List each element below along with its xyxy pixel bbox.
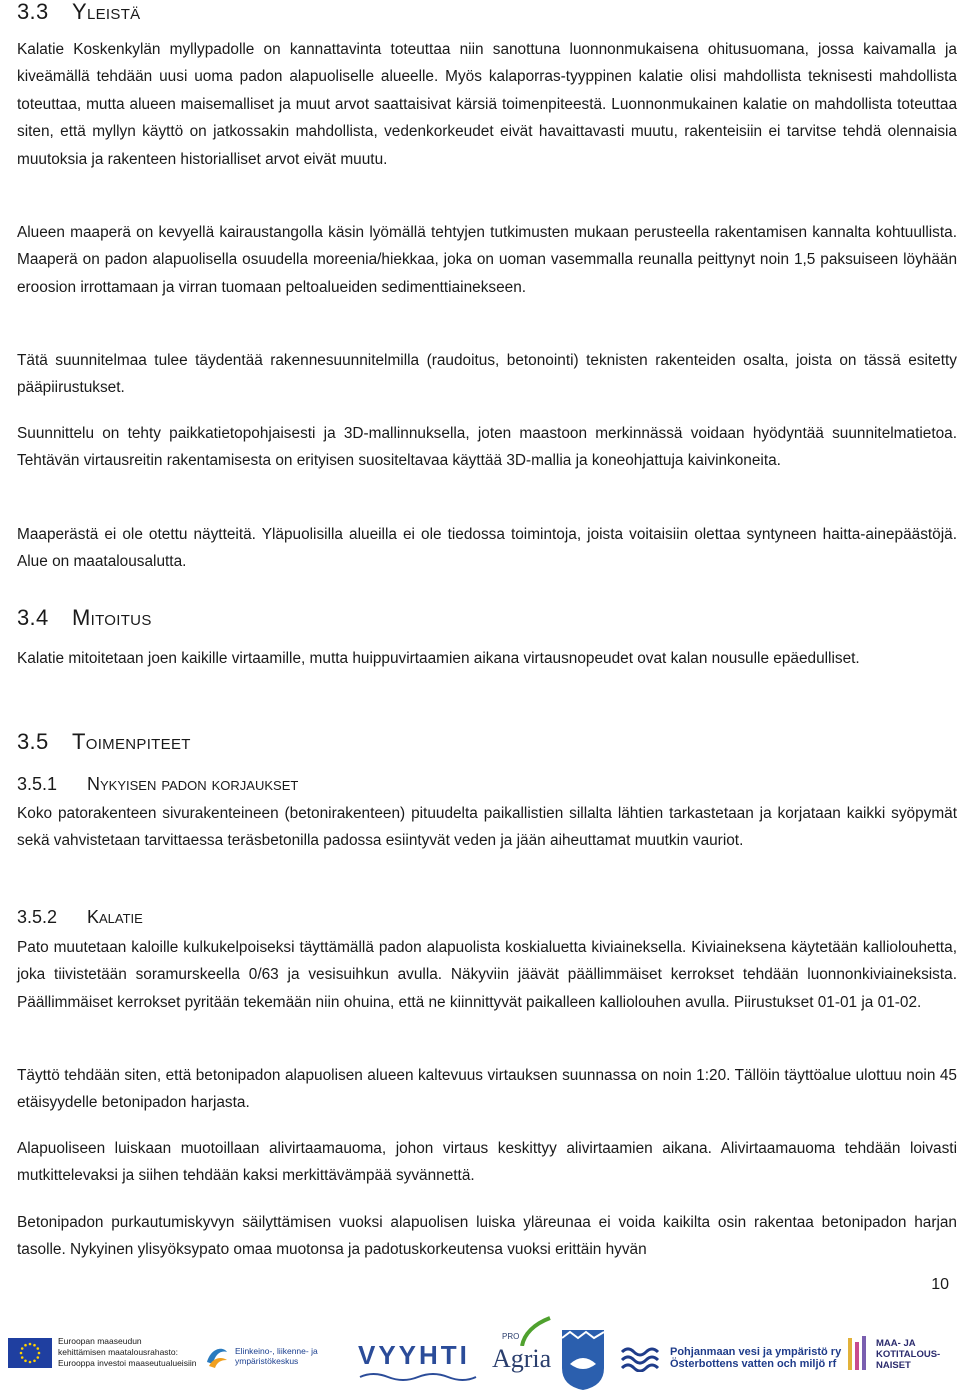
ely-logo-text: Elinkeino-, liikenne- ja ympäristökeskus (235, 1346, 318, 1366)
paragraph: Kalatie mitoitetaan joen kaikille virtaamille, mutta huippuvirtaamien aikana virtausnopeudet ovat kalan nousulle epäedulliset. (17, 650, 860, 667)
paragraph: Alueen maaperä on kevyellä kairaustangolla käsin lyömällä tehtyjen tutkimusten mukaan perusteella rakentamisen kannalta kohtuullista. Maaperä on padon alapuolisella osuudella moreenia/hiekkaa, joka on uoman vasemmalla reunalla peittynyt noin 1,5 paksuiseen löyhään eroosion irrottamaan ja virran tuomaan peltoalueiden sedimenttiainekseen. (17, 224, 957, 296)
eu-logo-text: Euroopan maaseudun kehittämisen maatalousrahasto: Eurooppa investoi maaseutualueisiin (58, 1336, 197, 1368)
wheat-icon (846, 1334, 872, 1374)
section-heading-3-4: 3.4 Mitoitus (17, 605, 152, 630)
vyyhti-wave-icon (358, 1371, 478, 1383)
paragraph: Koko patorakenteen sivurakenteineen (betonirakenteen) pituudelta paikallistien sillalta lähtien tarkastetaan ja korjataan kaikki syöpymät sekä vahvistetaan tarvittaessa teräsbetonilla padossa esiintyvät veden ja jään aiheuttamat muutkin vauriot. (17, 805, 957, 850)
section-heading-3-5: 3.5 Toimenpiteet (17, 729, 191, 754)
paragraph: Alapuoliseen luiskaan muotoillaan alivirtaamauoma, johon virtaus keskittyy alivirtaamien aikana. Alivirtaamauoma tehdään loivasti mutkittelevaksi ja siihen tehdään kaksi merkittävämpää syvännettä. (17, 1140, 957, 1185)
subsection-heading-3-5-1: 3.5.1 Nykyisen padon korjaukset (17, 774, 299, 794)
ely-logo (203, 1342, 318, 1370)
pvy-logo-text: Pohjanmaan vesi ja ympäristö ry Österbottens vatten och miljö rf (670, 1346, 842, 1370)
ely-swirl-icon (203, 1342, 231, 1370)
water-wave-icon (620, 1344, 664, 1372)
paragraph: Pato muutetaan kaloille kulkukelpoiseksi täyttämällä padon alapuolista koskialuetta kiviaineksella. Kiviaineksena käytetään kalliolouhetta, joka tiivistetään soramurskeella 0/63 ja vesisuihkun avulla. Näkyviin jäävät päällimmäiset kerrokset tehdään luonnonkiviaineksista. Päällimmäiset kerrokset pyritään tekemään niin ohuina, että ne kiinnittyvät paikalleen kalliolouhen avulla. Piirustukset 01-01 ja 01-02. (17, 939, 957, 1011)
paragraph: Täyttö tehdään siten, että betonipadon alapuolisen alueen kaltevuus virtauksen suunnassa on noin 1:20. Tällöin täyttöalue ulottuu noin 45 etäisyydelle betonipadon harjasta. (17, 1067, 957, 1112)
eu-flag-icon (8, 1338, 52, 1368)
paragraph: Tätä suunnitelmaa tulee täydentää rakennesuunnitelmilla (raudoitus, betonointi) teknisten rakenteiden osalta, joista on tässä esitetty pääpiirustukset. (17, 352, 957, 397)
eu-logo (8, 1336, 196, 1369)
vyyhti-logo: VYYHTI (358, 1340, 478, 1383)
paragraph: Betonipadon purkautumiskyvyn säilyttämisen vuoksi alapuolisen luiska yläreunaa ei voida kaikilta osin rakentaa betonipadon harjan tasolle. Nykyinen ylisyöksypato omaa muotonsa ja padotuskorkeutensa vuoksi erittäin hyvän (17, 1214, 957, 1259)
paragraph: Maaperästä ei ole otettu näytteitä. Yläpuolisilla alueilla ei ole tiedossa toimintoja, joista voitaisiin olettaa syntyneen haitta-ainepäästöjä. Alue on maatalousalutta. (17, 526, 957, 571)
subsection-heading-3-5-2: 3.5.2 Kalatie (17, 907, 143, 927)
section-heading-3-3: 3.3 Yleistä (17, 0, 141, 24)
page-number: 10 (931, 1276, 949, 1293)
paragraph: Suunnittelu on tehty paikkatietopohjaisesti ja 3D-mallinnuksella, joten maastoon merkinnässä voidaan hyödyntää suunnitelmatietoa. Tehtävän virtausreitin rakentamisesta on erityisen suositeltavaa käyttää 3D-mallia ja koneohjattuja kaivinkoneita. (17, 425, 957, 470)
mkn-logo (846, 1334, 940, 1374)
fish-crest-logo (560, 1328, 606, 1392)
proagria-leaf-icon (494, 1316, 554, 1346)
mkn-logo-text: MAA- JA KOTITALOUS- NAISET (876, 1337, 941, 1371)
paragraph: Kalatie Koskenkylän myllypadolle on kannattavinta toteuttaa niin sanottuna luonnonmukaisena ohitusuomana, jossa kaivamalla ja kiveämällä tehdään uusi uoma padon alapuoliselle alueelle. Myös kalaporras-tyyppinen kalatie olisi mahdollista teknisesti mahdollista toteuttaa, mutta alueen maisemalliset ja muut arvot saattaisivat kärsiä toimenpiteestä. Luonnonmukainen kalatie on mahdollista toteuttaa siten, että myllyn käyttö on jatkossakin mahdollista, vedenkorkeudet eivät havaittavasti muutu, rakenteisiin ei tarvitse tehdä olennaisia muutoksia ja rakenteen historialliset arvot eivät muutu. (17, 41, 957, 168)
fish-shield-icon (560, 1328, 606, 1392)
footer-logos (0, 1312, 960, 1400)
pvy-logo (620, 1344, 841, 1372)
proagria-logo: PRO Agria (488, 1316, 558, 1394)
